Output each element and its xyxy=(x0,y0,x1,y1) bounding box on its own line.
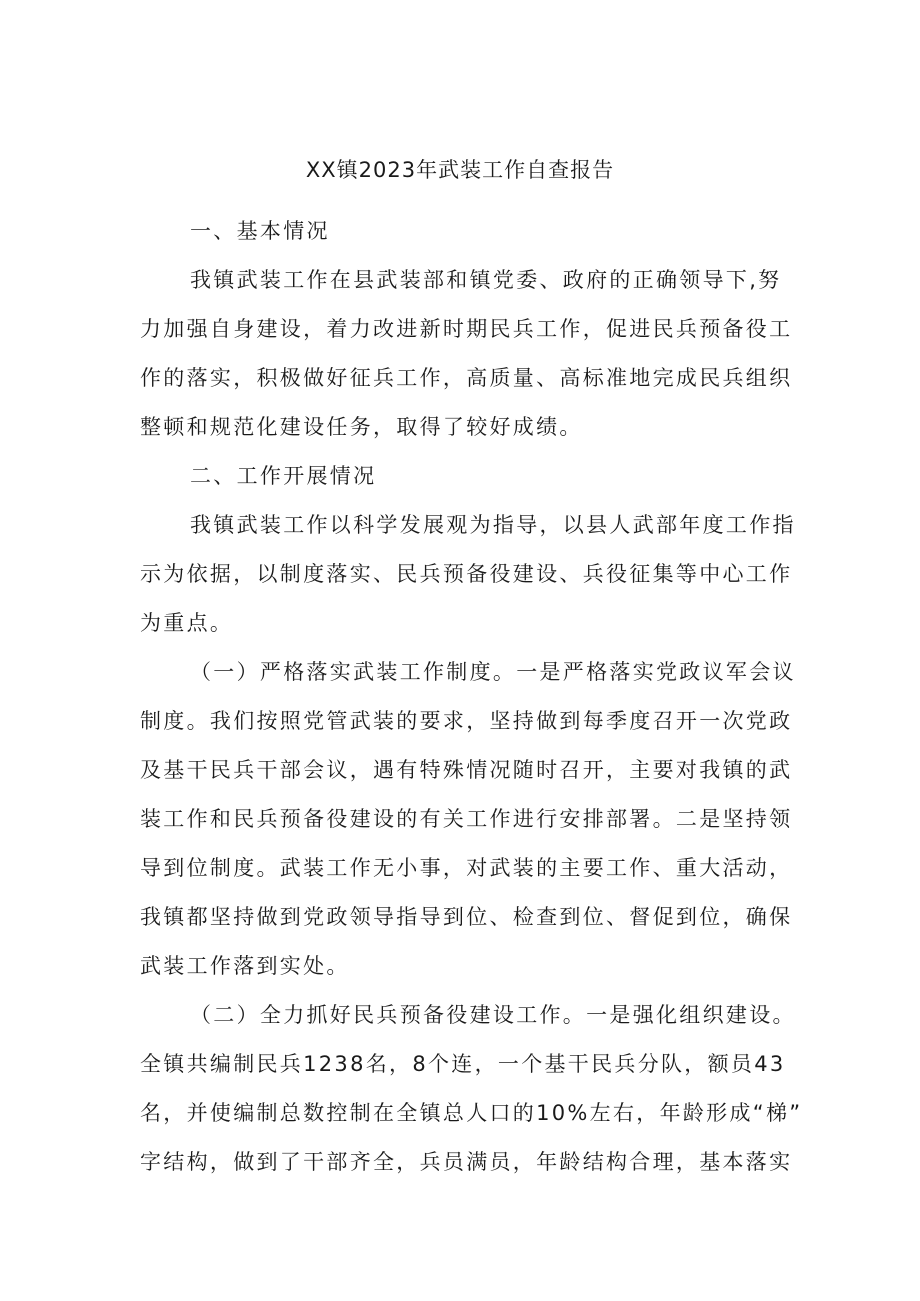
paragraph-line: 名，并使编制总数控制在全镇总人口的10%左右，年龄形成“梯” xyxy=(140,1101,803,1125)
paragraph-line: 力加强自身建设，着力改进新时期民兵工作，促进民兵预备役工 xyxy=(140,317,793,341)
paragraph-line: 导到位制度。武装工作无小事，对武装的主要工作、重大活动， xyxy=(140,856,793,880)
paragraph-line: 及基干民兵干部会议，遇有特殊情况随时召开，主要对我镇的武 xyxy=(140,758,793,782)
paragraph-line: 整顿和规范化建设任务，取得了较好成绩。 xyxy=(140,415,583,439)
document-title: XX镇2023年武装工作自查报告 xyxy=(305,158,615,182)
section-heading-2: 二、工作开展情况 xyxy=(190,464,377,488)
section-heading-1: 一、基本情况 xyxy=(190,219,330,243)
paragraph-line: 示为依据，以制度落实、民兵预备役建设、兵役征集等中心工作 xyxy=(140,562,793,586)
paragraph-line: 制度。我们按照党管武装的要求，坚持做到每季度召开一次党政 xyxy=(140,709,793,733)
paragraph-line: 全镇共编制民兵1238名，8个连，一个基干民兵分队，额员43 xyxy=(140,1052,786,1076)
paragraph-line: 武装工作落到实处。 xyxy=(140,954,350,978)
paragraph-line: 我镇武装工作在县武装部和镇党委、政府的正确领导下,努 xyxy=(190,268,782,292)
paragraph-line: 字结构，做到了干部齐全，兵员满员，年龄结构合理，基本落实 xyxy=(140,1150,793,1174)
paragraph-line: 我镇都坚持做到党政领导指导到位、检查到位、督促到位，确保 xyxy=(140,905,793,929)
paragraph-line: （一）严格落实武装工作制度。一是严格落实党政议军会议 xyxy=(190,660,796,684)
paragraph-line: 装工作和民兵预备役建设的有关工作进行安排部署。二是坚持领 xyxy=(140,807,793,831)
paragraph-line: 作的落实，积极做好征兵工作，高质量、高标准地完成民兵组织 xyxy=(140,366,793,390)
paragraph-line: 为重点。 xyxy=(140,611,234,635)
paragraph-line: （二）全力抓好民兵预备役建设工作。一是强化组织建设。 xyxy=(190,1003,796,1027)
paragraph-line: 我镇武装工作以科学发展观为指导，以县人武部年度工作指 xyxy=(190,513,796,537)
